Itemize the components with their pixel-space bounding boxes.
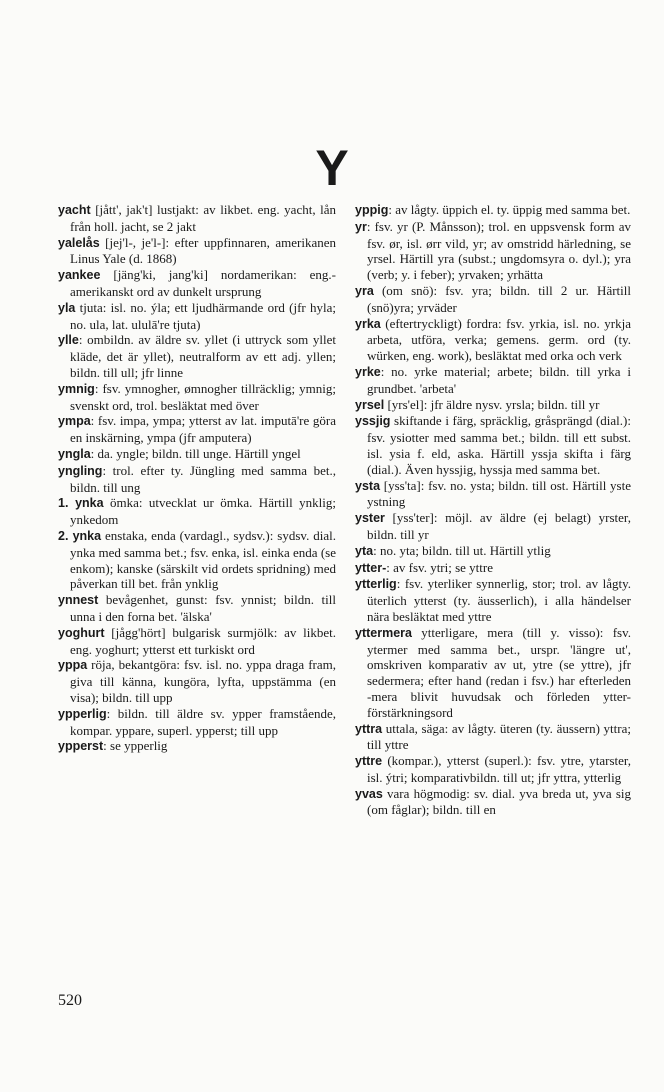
entry-definition: (om snö): fsv. yra; bildn. till 2 ur. Härtill (snö)yra; yrväder	[367, 282, 631, 315]
dictionary-entry	[58, 202, 336, 235]
entry-headword: ypperst	[58, 739, 104, 754]
entry-headword: yr	[355, 219, 367, 234]
entry-headword: yttre	[355, 754, 383, 769]
entry-definition: : fsv. impa, ympa; ytterst av lat. imputā're göra en inskärning, ympa (jfr amputera)	[70, 413, 336, 446]
entry-definition: tjuta: isl. no. ýla; ett ljudhärmande ord (jfr hyla; no. ula, lat. ululā're tjuta)	[70, 299, 336, 332]
dictionary-entry	[58, 463, 336, 496]
entry-headword: yppa	[58, 658, 88, 673]
entry-definition: : fsv. yterliker synnerlig, stor; trol. av lågty. üterlich ytterst (ty. äusserlich), i alla händelser nära besläktat med yttre	[367, 576, 631, 624]
entry-definition: : no. yta; bildn. till ut. Härtill ytlig	[373, 542, 551, 558]
entry-definition: : no. yrke material; arbete; bildn. till yrka i grundbet. 'arbeta'	[367, 363, 631, 396]
entry-headword: 2. ynka	[58, 528, 102, 543]
dictionary-entry	[355, 316, 631, 364]
dictionary-entry	[355, 364, 631, 397]
dictionary-entry	[355, 753, 631, 786]
entry-headword: 1. ynka	[58, 496, 104, 511]
entry-headword: ympa	[58, 414, 91, 429]
entry-definition: skiftande i färg, spräcklig, gråsprängd (dial.): fsv. ysiotter med samma bet.; bildn. till ett subst. isl. ysia f. eld, aska. Härtill yssja skifta i färg (dial.). Även hyssjig, hyssja med samma bet.	[367, 413, 631, 477]
entry-definition: [jej'l-, je'l-]: efter uppfinnaren, amerikanen Linus Yale (d. 1868)	[70, 234, 336, 267]
entry-definition: : se ypperlig	[103, 738, 168, 754]
entry-headword: yssjig	[355, 414, 391, 429]
entry-definition: uttala, säga: av lågty. üteren (ty. äussern) yttra; till yttre	[367, 720, 631, 753]
entry-headword: yngla	[58, 446, 91, 461]
entry-definition: : av fsv. ytri; se yttre	[386, 559, 494, 575]
entry-definition: [jäng'ki, jang'ki] nordamerikan: eng.-amerikanskt ord av dunkelt ursprung	[70, 267, 336, 299]
dictionary-entry	[58, 592, 336, 625]
entry-definition: enstaka, enda (vardagl., sydsv.): sydsv. dial. ynka med samma bet.; fsv. enka, isl. einka enda (se enkom); kanske (särskilt vid ordets spridning) med påverkan till bet. från ynklig	[70, 527, 336, 592]
dictionary-entry	[355, 413, 631, 477]
entry-headword: ytter-	[355, 560, 387, 575]
entry-definition: [yss'ter]: möjl. av äldre (ej belagt) yrster, bildn. till yr	[367, 510, 631, 542]
entry-definition: [yss'ta]: fsv. no. ysta; bildn. till ost. Härtill yste ystning	[367, 477, 631, 510]
entry-headword: yrsel	[355, 397, 385, 412]
dictionary-entry	[355, 202, 631, 219]
dictionary-entry	[355, 283, 631, 316]
page-number: 520	[58, 992, 82, 1009]
entry-definition: (eftertryckligt) fordra: fsv. yrkia, isl. no. yrkja arbeta, utföra, verka; gemens. germ. ord (ty. würken, eng. work), besläktat med orka och verk	[367, 315, 631, 364]
dictionary-entry	[355, 510, 631, 543]
entry-definition: : fsv. ymnogher, ømnogher tillräcklig; ymnig; svenskt ord, trol. besläktat med över	[70, 380, 336, 413]
entry-headword: yacht	[58, 203, 91, 217]
entry-definition: ytterligare, mera (till y. visso): fsv. ytermer med samma bet., urspr. 'längre ut', omskriven komparativ av ut, ytre (se yttre), jfr sedermera; efter hand (redan i fsv.) har efterleden -mera blivit huvudsak och förleden ytter- förstärkningsord	[367, 624, 631, 720]
entry-definition: bevågenhet, gunst: fsv. ynnist; bildn. till unna i den forna bet. 'älska'	[70, 592, 336, 624]
entry-headword: yvas	[355, 786, 383, 801]
entry-headword: yrke	[355, 364, 381, 379]
dictionary-entry	[58, 300, 336, 333]
dictionary-entry	[355, 625, 631, 721]
entry-definition: : trol. efter ty. Jüngling med samma bet., bildn. till ung	[70, 462, 336, 495]
entry-definition: vara högmodig: sv. dial. yva breda ut, yva sig (om fåglar); bildn. till en	[367, 785, 631, 818]
dictionary-entry	[58, 235, 336, 268]
entry-headword: yalelås	[58, 235, 100, 250]
dictionary-entry	[355, 397, 631, 414]
entry-definition: : av lågty. üppich el. ty. üppig med samma bet.	[388, 202, 631, 217]
entry-headword: yrka	[355, 316, 381, 331]
entry-definition: : ombildn. av äldre sv. yllet (i uttryck som yllet kläde, det är yllet), neutralform av ett adj. yllen; bildn. till ull; jfr linne	[70, 332, 336, 380]
dictionary-entry	[58, 332, 336, 380]
entry-headword: yankee	[58, 268, 101, 283]
entry-definition: röja, bekantgöra: fsv. isl. no. yppa draga fram, giva till känna, kungöra, lyfta, uppstämma (en visa); bildn. till upp	[70, 657, 336, 705]
dictionary-entry	[58, 528, 336, 592]
dictionary-entry	[355, 543, 631, 560]
entry-definition: [jågg'hört] bulgarisk surmjölk: av likbet. eng. yoghurt; ytterst ett turkiskt ord	[70, 624, 336, 657]
dictionary-entry	[58, 625, 336, 658]
entry-headword: ymnig	[58, 381, 95, 396]
entry-definition: [jått', jak't] lustjakt: av likbet. eng. yacht, lån från holl. jacht, se 2 jakt	[70, 202, 336, 234]
entry-headword: yra	[355, 283, 374, 298]
entry-definition: : da. yngle; bildn. till unge. Härtill yngel	[90, 445, 301, 461]
dictionary-entry	[58, 267, 336, 300]
dictionary-entry	[355, 478, 631, 511]
entry-headword: ysta	[355, 478, 381, 493]
entry-headword: ytterlig	[355, 577, 397, 592]
entry-headword: ynnest	[58, 593, 99, 608]
entry-headword: yttra	[355, 721, 383, 736]
entry-definition: (kompar.), ytterst (superl.): fsv. ytre, ytarster, isl. ýtri; komparativbildn. till ut; jfr yttra, ytterlig	[367, 753, 631, 785]
dictionary-entry	[58, 446, 336, 463]
entry-headword: yla	[58, 300, 76, 315]
entry-headword: yttermera	[355, 625, 412, 640]
entry-headword: ypperlig	[58, 706, 107, 721]
left-column	[58, 202, 336, 755]
dictionary-entry	[58, 413, 336, 446]
dictionary-entry	[355, 576, 631, 624]
dictionary-entry	[58, 738, 336, 755]
dictionary-entry	[355, 560, 631, 577]
entry-headword: yster	[355, 511, 385, 526]
right-column	[355, 202, 631, 818]
entry-headword: yta	[355, 543, 374, 558]
entry-definition: [yrs'el]: jfr äldre nysv. yrsla; bildn. till yr	[384, 396, 600, 412]
dictionary-entry	[58, 706, 336, 739]
section-letter: Y	[315, 140, 349, 196]
dictionary-entry	[58, 381, 336, 414]
entry-definition: : bildn. till äldre sv. ypper framstående, kompar. yppare, superl. ypperst; till upp	[70, 705, 336, 738]
entry-headword: yppig	[355, 203, 389, 217]
dictionary-entry	[355, 219, 631, 283]
entry-definition: : fsv. yr (P. Månsson); trol. en uppsvensk form av fsv. ør, isl. ørr vild, yr; av omstridd härledning, se yrsel. Härtill yra (subst.; ungdomsyra o. dyl.); yra (verb; y. i feber); yrvaken; yrhätta	[366, 218, 631, 283]
entry-headword: ylle	[58, 333, 79, 348]
dictionary-entry	[58, 495, 336, 528]
dictionary-entry	[355, 721, 631, 754]
entry-definition: ömka: utvecklat ur ömka. Härtill ynklig; ynkedom	[70, 495, 337, 528]
entry-headword: yoghurt	[58, 625, 105, 640]
entry-headword: yngling	[58, 463, 103, 478]
dictionary-entry	[355, 786, 631, 819]
dictionary-entry	[58, 657, 336, 705]
